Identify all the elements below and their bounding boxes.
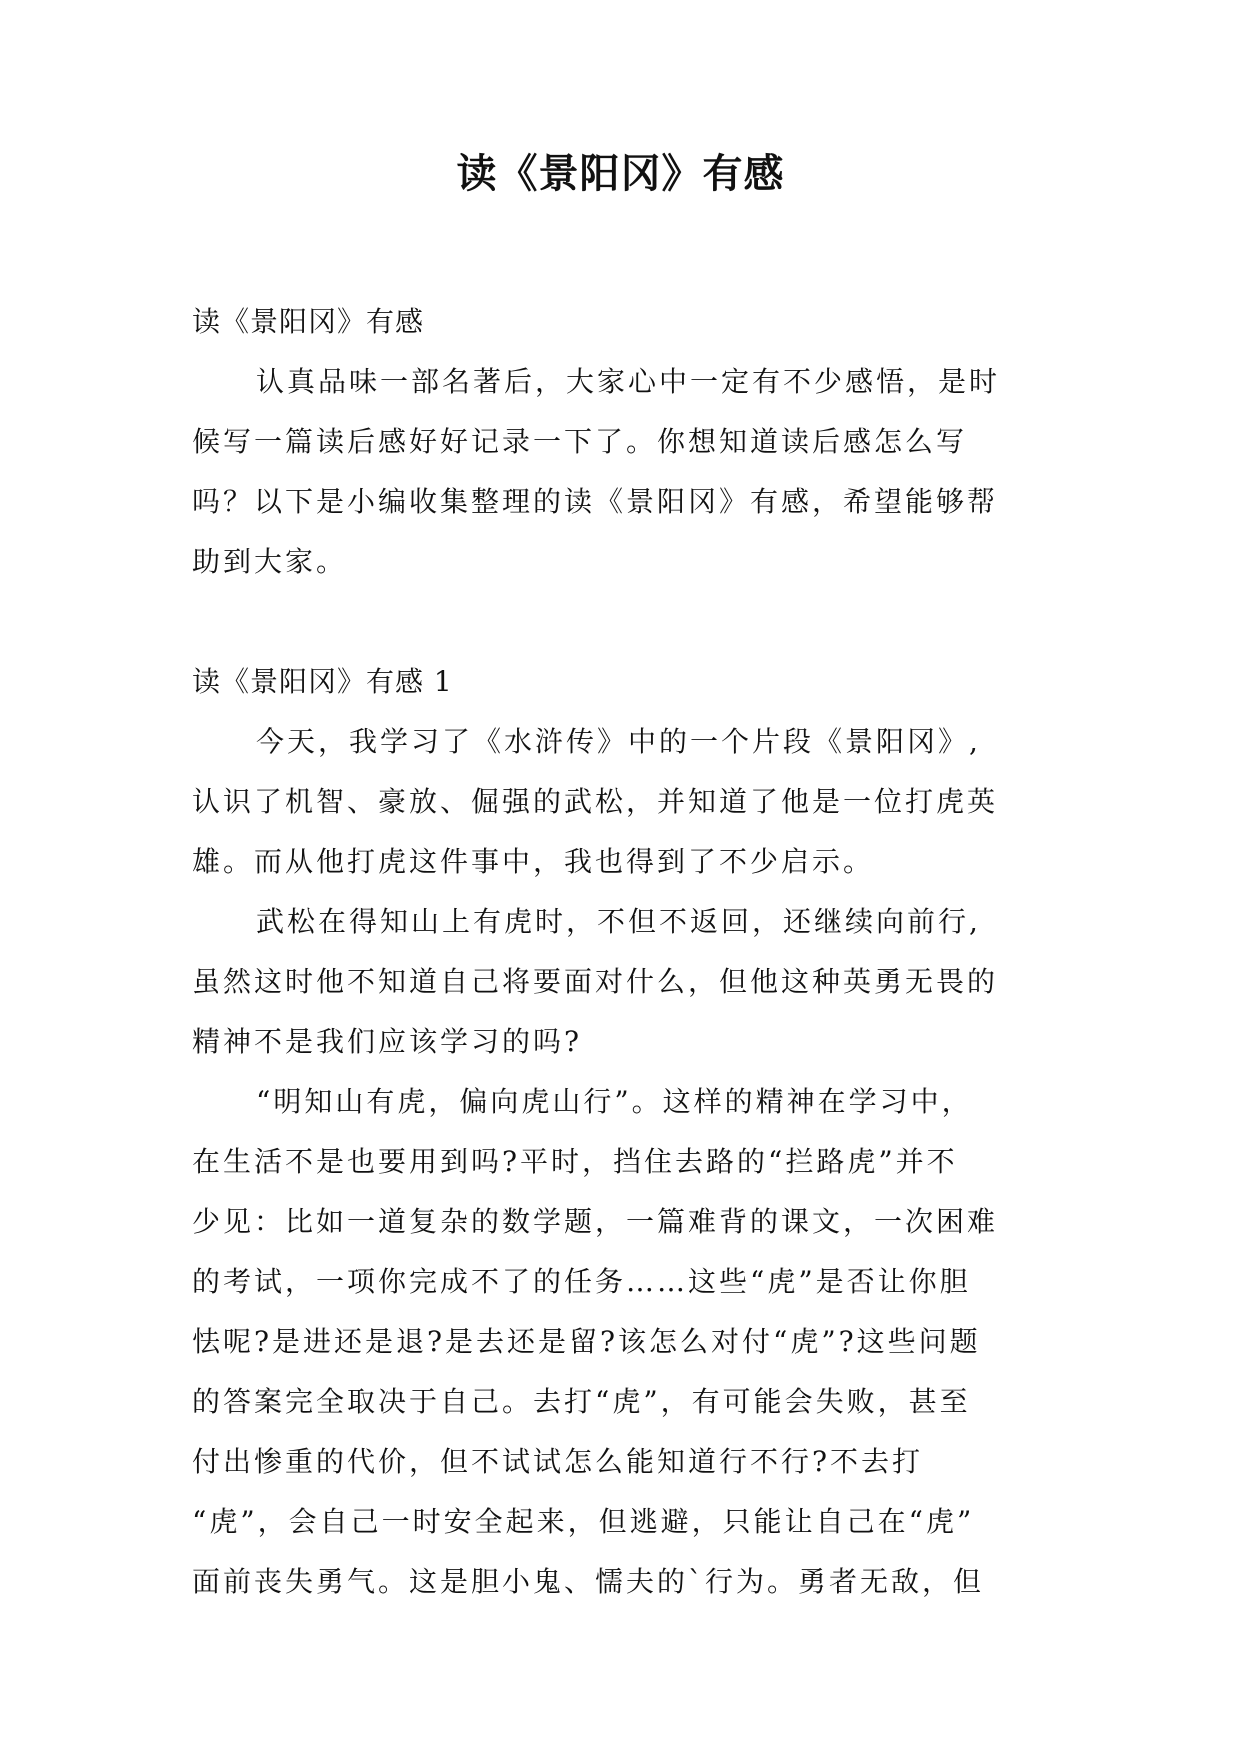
- paragraph-line: 吗？以下是小编收集整理的读《景阳冈》有感，希望能够帮: [192, 485, 999, 518]
- paragraph-line: 虽然这时他不知道自己将要面对什么，但他这种英勇无畏的: [192, 965, 999, 998]
- paragraph-line: 候写一篇读后感好好记录一下了。你想知道读后感怎么写: [192, 425, 968, 458]
- paragraph: [192, 712, 1054, 892]
- paragraph-line: “明知山有虎，偏向虎山行”。这样的精神在学习中，: [256, 1085, 973, 1118]
- paragraph: [192, 352, 1054, 592]
- paragraph-line: 少见：比如一道复杂的数学题，一篇难背的课文，一次困难: [192, 1205, 999, 1238]
- paragraph-line: 精神不是我们应该学习的吗?: [192, 1025, 583, 1058]
- paragraph-line: 怯呢?是进还是退?是去还是留?该怎么对付“虎”?这些问题: [192, 1325, 981, 1358]
- paragraph-line: 认真品味一部名著后，大家心中一定有不少感悟，是时: [256, 365, 1001, 398]
- paragraph-line: 在生活不是也要用到吗?平时，挡住去路的“拦路虎”并不: [192, 1145, 958, 1178]
- paragraph-line: 助到大家。: [192, 545, 348, 578]
- document-title: 读《景阳冈》有感: [456, 151, 785, 197]
- section-heading: 读《景阳冈》有感: [192, 305, 425, 338]
- paragraph-line: “虎”，会自己一时安全起来，但逃避，只能让自己在“虎”: [192, 1505, 975, 1538]
- section-heading: 读《景阳冈》有感 1: [192, 665, 453, 698]
- paragraph: [192, 1072, 1054, 1612]
- section-spacer: [192, 592, 1054, 652]
- document-body: [192, 292, 1054, 1612]
- paragraph-line: 的考试，一项你完成不了的任务……这些“虎”是否让你胆: [192, 1265, 971, 1298]
- paragraph-line: 武松在得知山上有虎时，不但不返回，还继续向前行,: [256, 905, 981, 938]
- paragraph-line: 今天，我学习了《水浒传》中的一个片段《景阳冈》,: [256, 725, 981, 758]
- paragraph-line: 的答案完全取决于自己。去打“虎”，有可能会失败，甚至: [192, 1385, 971, 1418]
- paragraph-line: 面前丧失勇气。这是胆小鬼、懦夫的`行为。勇者无敌，但: [192, 1565, 985, 1598]
- paragraph: [192, 892, 1054, 1072]
- paragraph-line: 雄。而从他打虎这件事中，我也得到了不少启示。: [192, 845, 875, 878]
- paragraph-line: 付出惨重的代价，但不试试怎么能知道行不行?不去打: [192, 1445, 924, 1478]
- paragraph-line: 认识了机智、豪放、倔强的武松，并知道了他是一位打虎英: [192, 785, 999, 818]
